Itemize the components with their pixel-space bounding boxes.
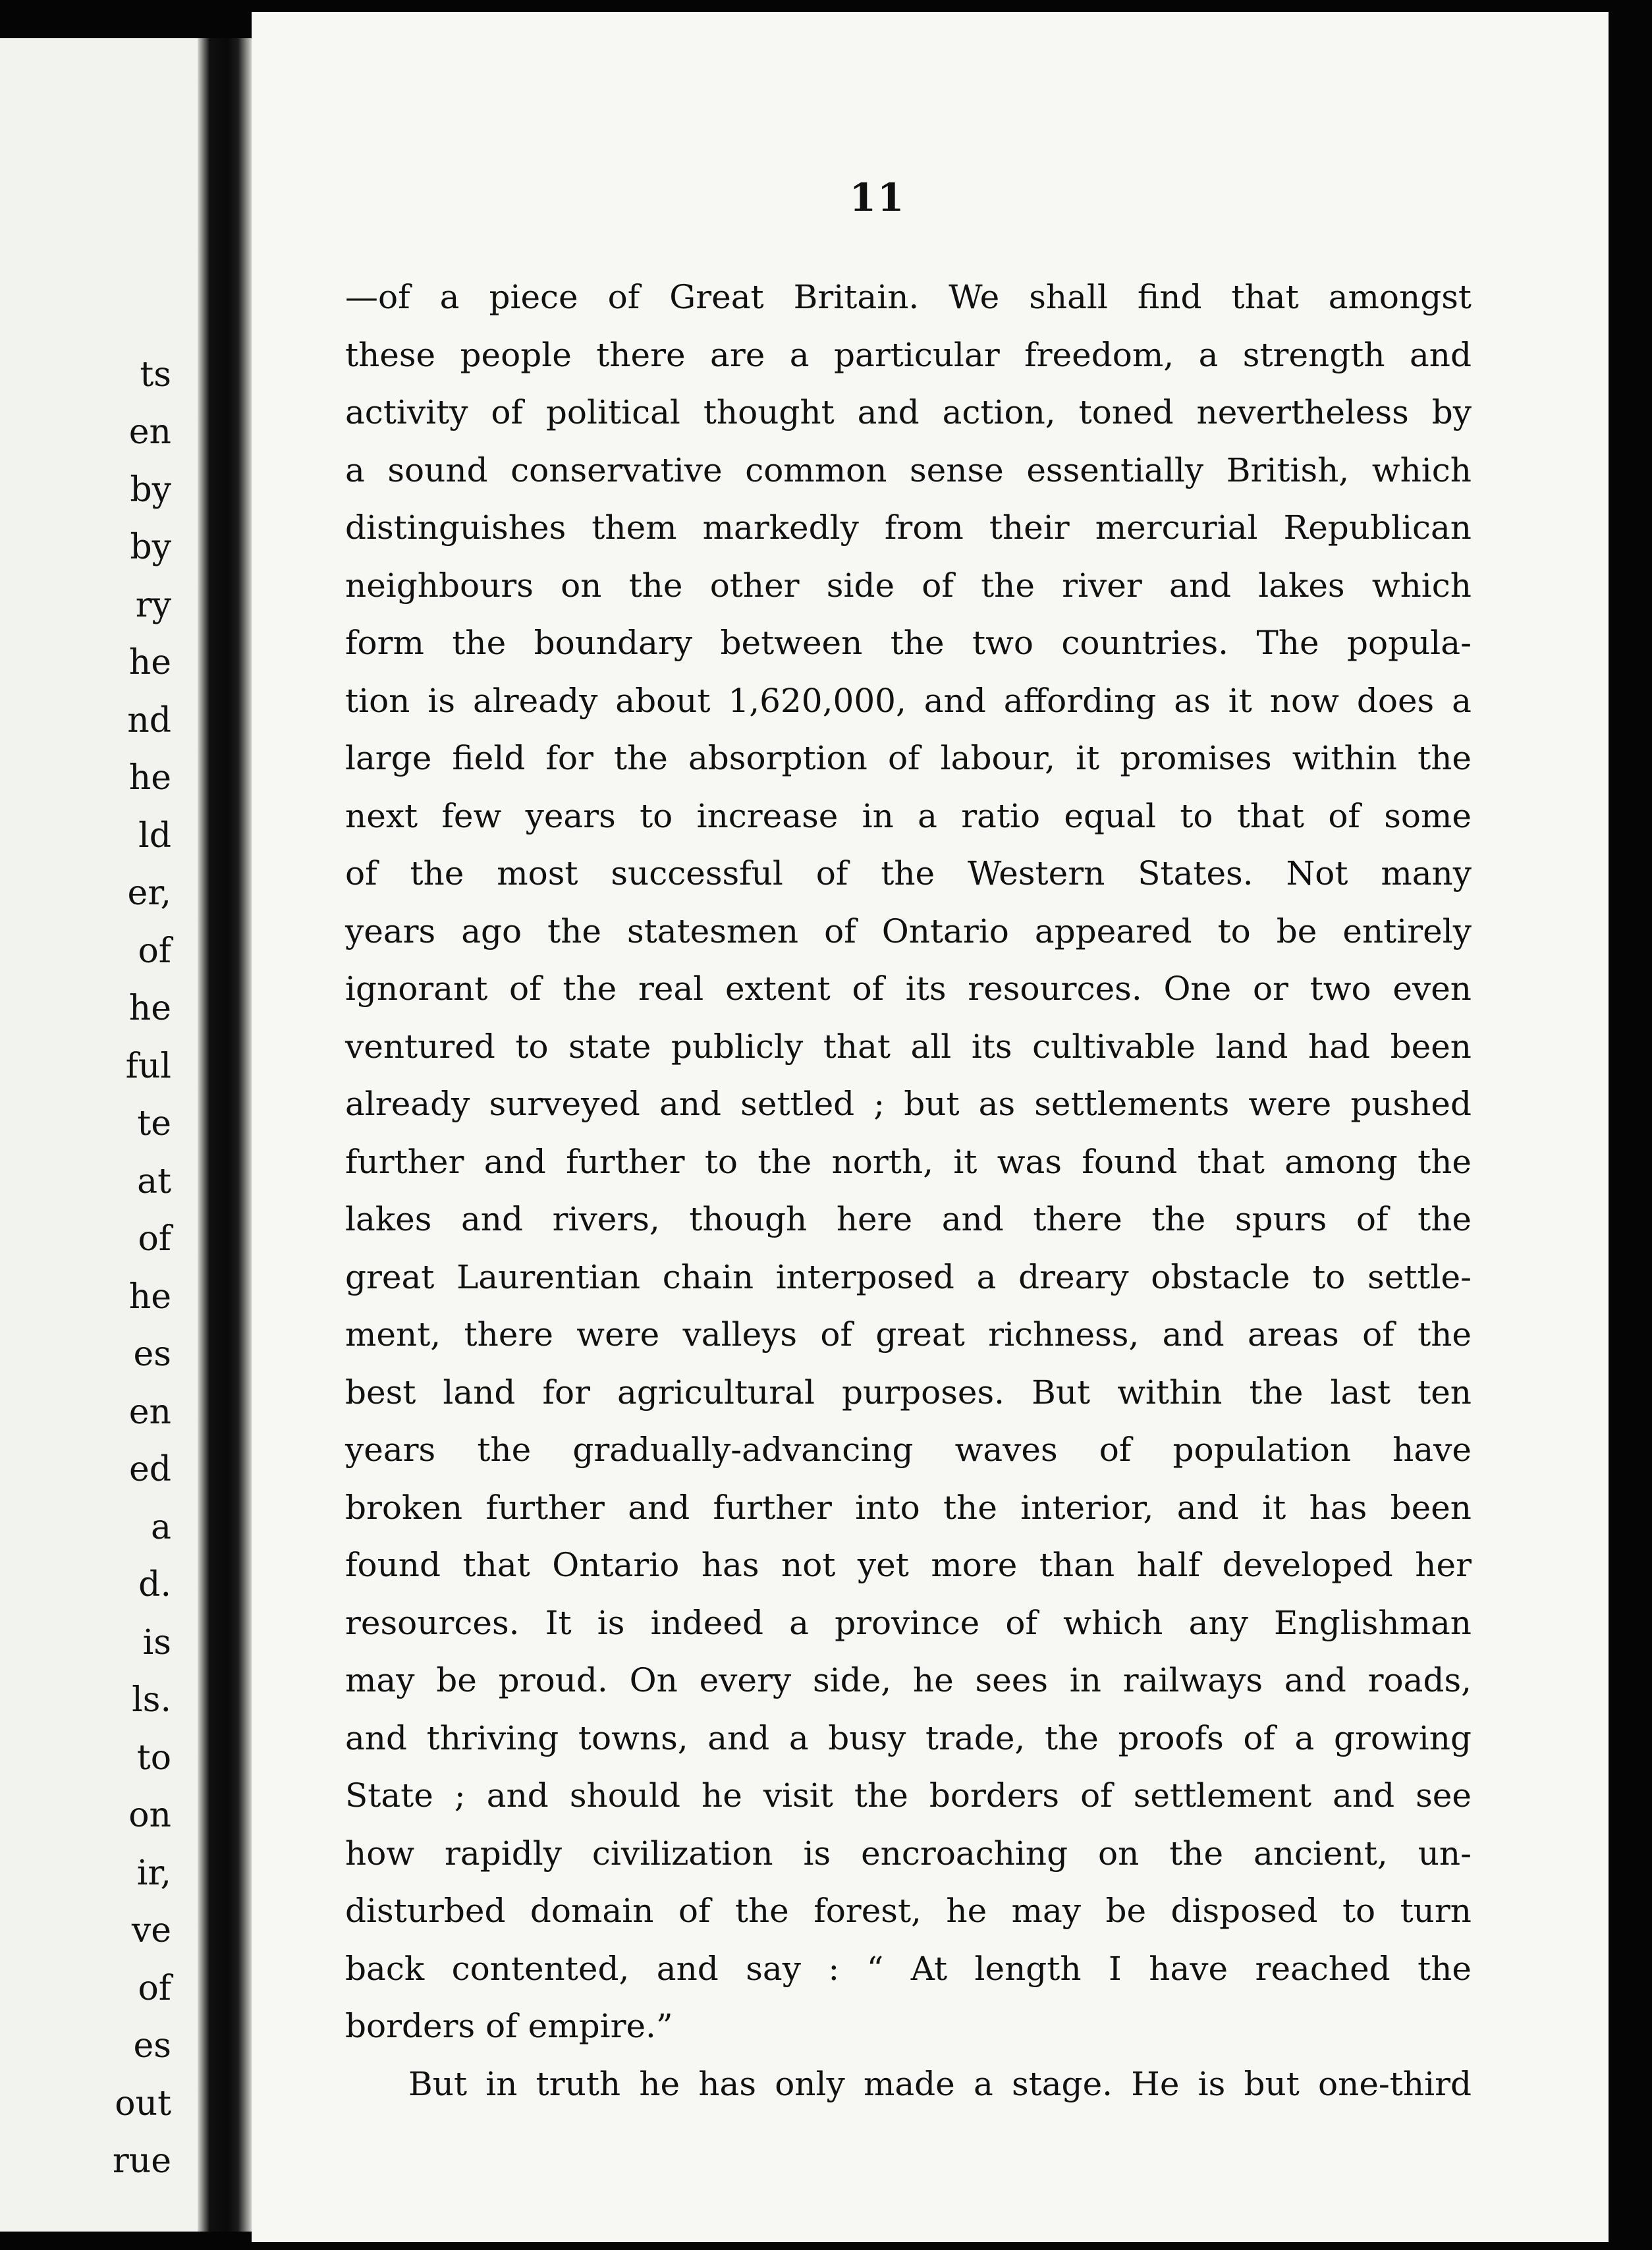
text-line: neighbours on the other side of the river and lakes which [345,566,1472,605]
text-line: activity of political thought and action, toned nevertheless by [345,393,1472,431]
left-fragment: of [138,931,171,971]
text-line: borders of empire.” [345,2007,673,2045]
left-fragment: ry [135,585,171,625]
left-fragment: ir, [136,1853,171,1893]
text-line: But in truth he has only made a stage. He is but one-third [408,2064,1472,2103]
left-fragment: of [138,1968,171,2008]
text-line: further and further to the north, it was found that among the [345,1142,1472,1181]
left-fragment: is [142,1622,171,1662]
left-fragment: he [128,643,171,682]
left-fragment: he [128,1276,171,1317]
left-page-edge [0,38,198,2232]
text-line: ment, there were valleys of great richness, and areas of the [345,1315,1472,1354]
right-page [252,12,1609,2242]
text-line: disturbed domain of the forest, he may be disposed to turn [345,1892,1472,1930]
text-line: ignorant of the real extent of its resources. One or two even [345,970,1472,1008]
left-fragment: he [128,758,171,798]
text-line: ventured to state publicly that all its cultivable land had been [345,1027,1472,1066]
left-fragment: en [128,412,171,452]
text-line: years ago the statesmen of Ontario appeared to be entirely [345,912,1472,950]
text-line: already surveyed and settled ; but as settlements were pushed [345,1085,1472,1123]
left-fragment: at [137,1161,171,1201]
text-line: a sound conservative common sense essentially British, which [345,451,1472,489]
left-fragment: ts [140,354,171,395]
left-fragment: of [138,1219,171,1259]
page-number: 11 [849,175,906,220]
text-line: and thriving towns, and a busy trade, the proofs of a growing [345,1718,1472,1757]
left-page-text-fragments [0,288,171,2232]
left-fragment: ls. [132,1680,171,1720]
text-line: broken further and further into the interior, and it has been [345,1488,1472,1527]
text-line: found that Ontario has not yet more than half developed her [345,1546,1472,1584]
text-line: of the most successful of the Western States. Not many [345,854,1472,892]
left-fragment: d. [138,1565,171,1605]
left-fragment: nd [127,700,171,740]
left-fragment: te [137,1104,171,1143]
left-fragment: by [130,470,171,510]
left-fragment: out [115,2083,171,2124]
text-line: may be proud. On every side, he sees in railways and roads, [345,1661,1472,1699]
text-line: —of a piece of Great Britain. We shall find that amongst [345,278,1472,316]
left-fragment: ve [131,1911,171,1950]
text-line: next few years to increase in a ratio equal to that of some [345,796,1472,835]
page-body-text [345,269,1472,2113]
left-fragment: ful [125,1046,171,1086]
left-fragment: a [150,1507,171,1547]
left-fragment: rue [112,2141,171,2181]
left-fragment: es [133,1334,171,1374]
left-fragment: on [128,1796,171,1835]
text-line: form the boundary between the two countries. The popula- [345,624,1472,662]
text-line: tion is already about 1,620,000, and affording as it now does a [345,681,1472,720]
left-fragment: ld [138,815,171,856]
text-line: back contented, and say : “ At length I have reached the [345,1949,1472,1988]
text-line: resources. It is indeed a province of which any Englishman [345,1603,1472,1642]
text-line: these people there are a particular freedom, a strength and [345,335,1472,374]
text-line: State ; and should he visit the borders of settlement and see [345,1776,1472,1815]
text-line: years the gradually-advancing waves of population have [345,1431,1472,1469]
text-line: lakes and rivers, though here and there the spurs of the [345,1200,1472,1238]
text-line: large field for the absorption of labour, it promises within the [345,739,1472,777]
left-fragment: he [128,989,171,1028]
text-line: best land for agricultural purposes. But within the last ten [345,1373,1472,1412]
book-gutter [198,38,252,2232]
left-fragment: er, [127,873,171,913]
left-fragment: ed [128,1450,171,1489]
text-line: distinguishes them markedly from their mercurial Republican [345,508,1472,547]
left-fragment: es [133,2026,171,2066]
left-fragment: to [136,1738,171,1778]
left-fragment: by [130,528,171,567]
left-fragment: en [128,1392,171,1432]
text-line: great Laurentian chain interposed a dreary obstacle to settle- [345,1257,1472,1296]
text-line: how rapidly civilization is encroaching on the ancient, un- [345,1834,1472,1873]
